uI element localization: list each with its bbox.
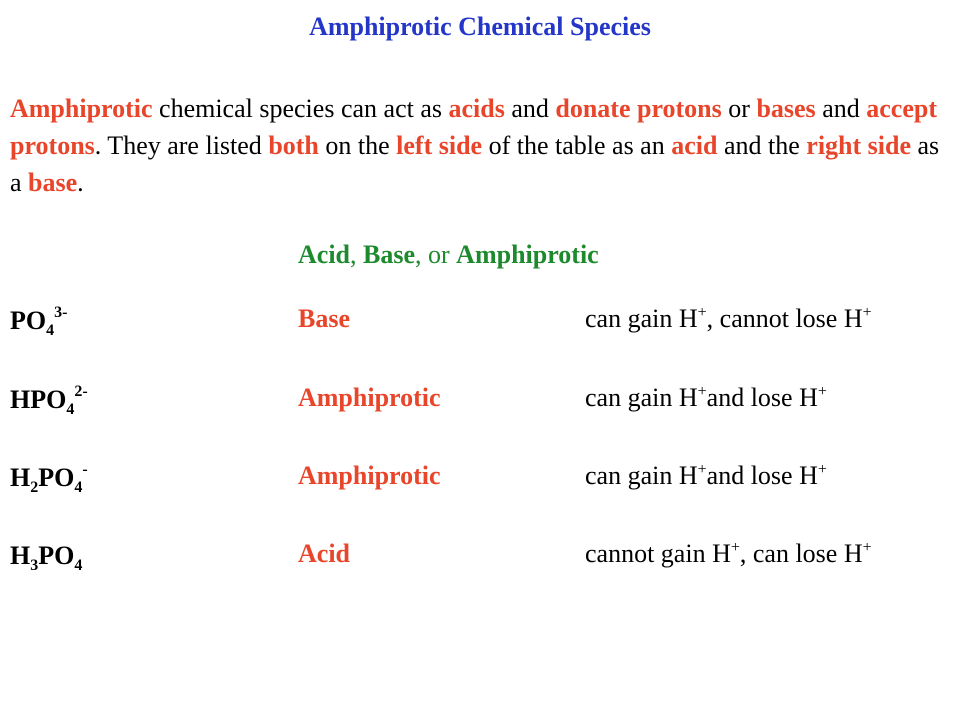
species-behavior: can gain H+, cannot lose H+ (585, 304, 872, 333)
intro-term-accept-protons: accept protons (10, 94, 937, 160)
table-row (0, 539, 960, 579)
intro-paragraph (10, 90, 950, 201)
table-row (0, 304, 960, 344)
intro-term-acid: acid (671, 131, 718, 160)
species-formula: $PO_4^{3-}$ (10, 304, 68, 339)
column-header-separator: , (350, 240, 363, 269)
species-behavior: can gain H+and lose H+ (585, 461, 827, 490)
species-formula: $H_2PO_4^-$ (10, 461, 88, 496)
intro-term-acids: acids (448, 94, 505, 123)
intro-text: and (815, 94, 867, 123)
column-header-base: Base (363, 240, 415, 269)
species-classification: Amphiprotic (298, 383, 441, 412)
intro-text: . They are listed (94, 131, 269, 160)
column-header-acid: Acid (298, 240, 350, 269)
intro-term-amphiprotic: Amphiprotic (10, 94, 153, 123)
species-formula: $HPO_4^{2-}$ (10, 383, 88, 418)
species-classification: Amphiprotic (298, 461, 441, 490)
intro-term-base: base (28, 168, 78, 197)
intro-term-bases: bases (756, 94, 816, 123)
column-header-separator: , or (415, 240, 457, 269)
intro-text: and the (717, 131, 807, 160)
intro-text: and (504, 94, 556, 123)
intro-text: . (77, 168, 84, 197)
intro-text: on the (318, 131, 397, 160)
species-classification: Acid (298, 539, 350, 568)
intro-text: of the table as an (482, 131, 672, 160)
table-row (0, 461, 960, 501)
intro-term-donate-protons: donate protons (555, 94, 722, 123)
species-behavior: cannot gain H+, can lose H+ (585, 539, 872, 568)
intro-text: chemical species can act as (152, 94, 449, 123)
intro-text: or (721, 94, 757, 123)
species-behavior: can gain H+and lose H+ (585, 383, 827, 412)
intro-term-both: both (268, 131, 319, 160)
intro-term-right-side: right side (806, 131, 912, 160)
species-classification: Base (298, 304, 350, 333)
intro-text: as a (10, 131, 940, 197)
intro-term-left-side: left side (396, 131, 483, 160)
species-formula: $H_3PO_4$ (10, 541, 83, 574)
column-header-amphiprotic: Amphiprotic (456, 240, 599, 269)
table-row (0, 383, 960, 423)
column-header (298, 240, 599, 270)
slide-title: Amphiprotic Chemical Species (309, 12, 651, 41)
